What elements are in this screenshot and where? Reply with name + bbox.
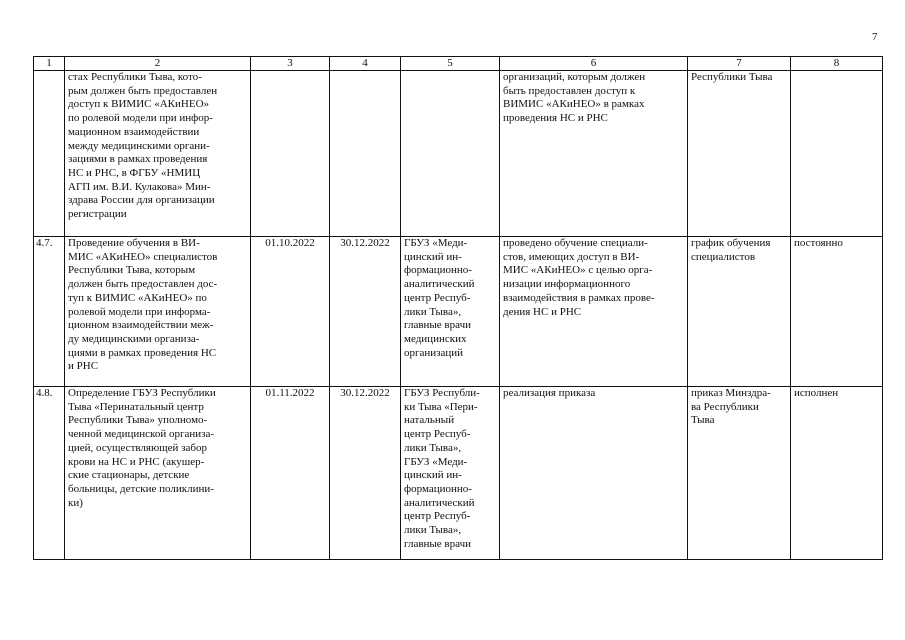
table-row bbox=[34, 237, 883, 387]
item-number: 4.7. bbox=[34, 237, 65, 387]
column-numbers-row bbox=[34, 57, 883, 71]
end-date-cell: 30.12.2022 bbox=[330, 237, 401, 387]
activity-cell: Проведение обучения в ВИ- МИС «АКиНЕО» специалистов Республики Тыва, которым должен быть предоставлен дос- туп к ВИМИС «АКиНЕО» по ролевой модели при информа- ционном взаимодействии меж- ду медицинскими организа- циями в рамках проведения НС и РНС bbox=[65, 237, 251, 387]
column-number: 8 bbox=[791, 57, 883, 71]
column-number: 4 bbox=[330, 57, 401, 71]
column-number: 3 bbox=[251, 57, 330, 71]
plan-table bbox=[33, 56, 883, 560]
table-row bbox=[34, 387, 883, 560]
activity-cell: Определение ГБУЗ Республики Тыва «Перинатальный центр Республики Тыва» уполномо- ченной медицинской организа- цией, осуществляющей забор крови на НС и РНС (акушер- ские стационары, детские больницы, детские поликлини- ки) bbox=[65, 387, 251, 560]
column-number: 6 bbox=[500, 57, 688, 71]
activity-cell: стах Республики Тыва, кото- рым должен быть предоставлен доступ к ВИМИС «АКиНЕО» по ролевой модели при инфор- мационном взаимодействии между медицинскими органи- зациями в рамках проведения НС и РНС, в ФГБУ «НМИЦ АГП им. В.И. Кулакова» Мин- здрава России для организации регистрации bbox=[65, 71, 251, 237]
table-row bbox=[34, 71, 883, 237]
document-cell: приказ Минздра- ва Республики Тыва bbox=[688, 387, 791, 560]
status-cell: постоянно bbox=[791, 237, 883, 387]
result-cell: проведено обучение специали- стов, имеющих доступ в ВИ- МИС «АКиНЕО» с целью орга- низации информационного взаимодействия в рамках прове- дения НС и РНС bbox=[500, 237, 688, 387]
result-cell: реализация приказа bbox=[500, 387, 688, 560]
responsible-cell: ГБУЗ «Меди- цинский ин- формационно- аналитический центр Респуб- лики Тыва», главные врачи медицинских организаций bbox=[401, 237, 500, 387]
end-date-cell bbox=[330, 71, 401, 237]
item-number bbox=[34, 71, 65, 237]
start-date-cell: 01.10.2022 bbox=[251, 237, 330, 387]
status-cell bbox=[791, 71, 883, 237]
column-number: 1 bbox=[34, 57, 65, 71]
document-cell: Республики Тыва bbox=[688, 71, 791, 237]
status-cell: исполнен bbox=[791, 387, 883, 560]
column-number: 5 bbox=[401, 57, 500, 71]
result-cell: организаций, которым должен быть предоставлен доступ к ВИМИС «АКиНЕО» в рамках проведения НС и РНС bbox=[500, 71, 688, 237]
page-number: 7 bbox=[872, 31, 878, 43]
responsible-cell: ГБУЗ Республи- ки Тыва «Пери- натальный центр Респуб- лики Тыва», ГБУЗ «Меди- цинский ин- формационно- аналитический центр Респуб- лики Тыва», главные врачи bbox=[401, 387, 500, 560]
document-cell: график обучения специалистов bbox=[688, 237, 791, 387]
column-number: 7 bbox=[688, 57, 791, 71]
column-number: 2 bbox=[65, 57, 251, 71]
end-date-cell: 30.12.2022 bbox=[330, 387, 401, 560]
start-date-cell bbox=[251, 71, 330, 237]
responsible-cell bbox=[401, 71, 500, 237]
start-date-cell: 01.11.2022 bbox=[251, 387, 330, 560]
item-number: 4.8. bbox=[34, 387, 65, 560]
